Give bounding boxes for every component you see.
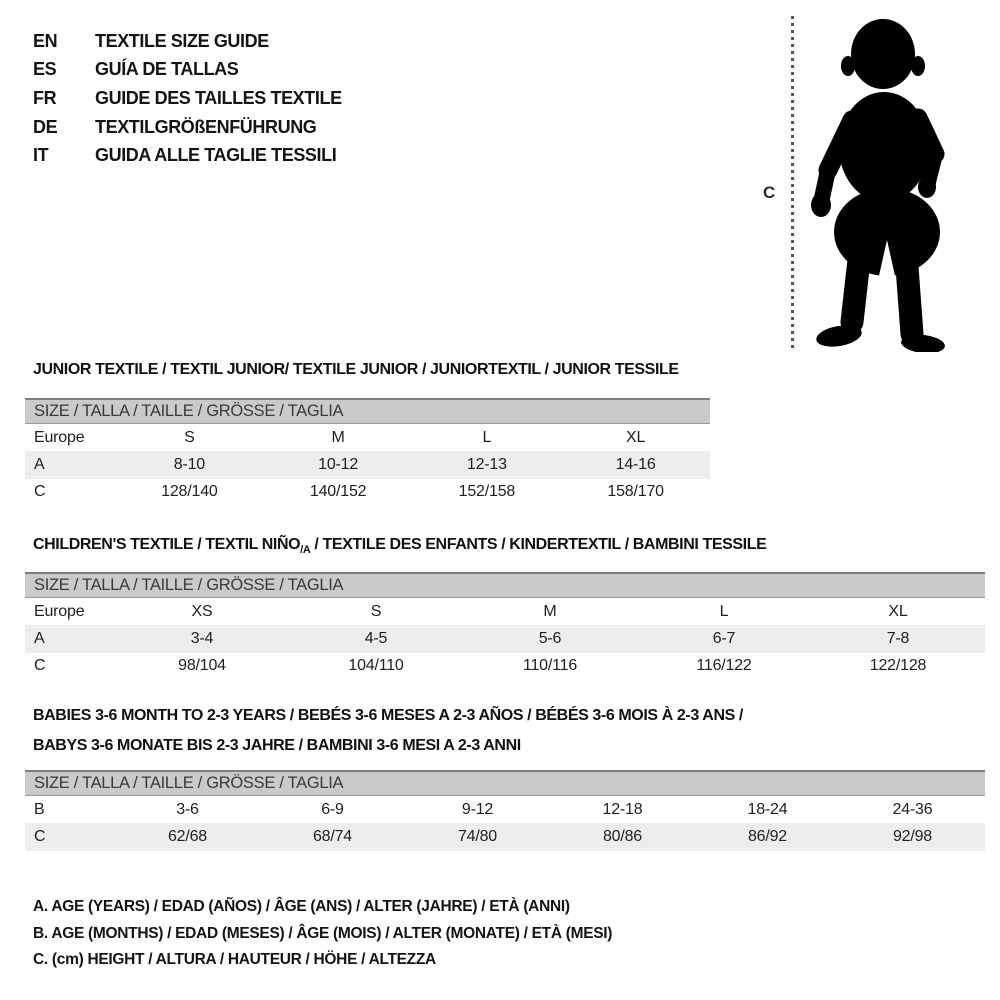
- guide-title-es: GUÍA DE TALLAS: [95, 59, 239, 80]
- language-code: ES: [33, 59, 57, 80]
- height-cell: 158/170: [607, 483, 664, 501]
- row-label: A: [34, 456, 45, 474]
- age-cell: 6-9: [321, 800, 344, 818]
- language-row-en: [33, 27, 342, 56]
- age-cell: 12-18: [602, 800, 643, 818]
- table-row-age: [25, 625, 985, 652]
- childrens-section-title: [33, 535, 766, 560]
- height-cell: 68/74: [312, 828, 353, 846]
- row-label: Europe: [34, 428, 85, 446]
- age-cell: 6-7: [712, 630, 736, 648]
- height-cell: 116/122: [696, 657, 752, 675]
- height-cell: 74/80: [457, 828, 498, 846]
- junior-section-title: JUNIOR TEXTILE / TEXTIL JUNIOR/ TEXTILE JUNIOR / JUNIORTEXTIL / JUNIOR TESSILE: [33, 361, 679, 378]
- age-cell: 9-12: [461, 800, 494, 818]
- age-cell: 14-16: [615, 456, 656, 474]
- age-cell: 10-12: [318, 456, 359, 474]
- age-cell: 24-36: [892, 800, 933, 818]
- babies-title-line1: BABIES 3-6 MONTH TO 2-3 YEARS / BEBÉS 3-6 MESES A 2-3 AÑOS / BÉBÉS 3-6 MOIS À 2-3 ANS /: [33, 707, 743, 724]
- childrens-title-suffix: / TEXTILE DES ENFANTS / KINDERTEXTIL / BAMBINI TESSILE: [310, 536, 767, 553]
- table-row-height: [25, 653, 985, 680]
- language-row-it: [33, 141, 342, 170]
- size-table-header: SIZE / TALLA / TAILLE / GRÖSSE / TAGLIA: [25, 572, 985, 598]
- row-label: Europe: [34, 602, 85, 620]
- row-label: B: [34, 800, 45, 818]
- age-cell: 12-13: [466, 456, 507, 474]
- size-table-header: SIZE / TALLA / TAILLE / GRÖSSE / TAGLIA: [25, 770, 985, 796]
- height-cell: 86/92: [747, 828, 788, 846]
- language-code: FR: [33, 87, 57, 108]
- childrens-size-table: [25, 572, 985, 680]
- size-cell: XL: [888, 602, 908, 620]
- size-cell: L: [719, 602, 729, 620]
- size-cell: L: [482, 428, 492, 446]
- babies-size-table: [25, 770, 985, 851]
- childrens-title-subscript: /A: [300, 544, 311, 556]
- height-cell: 92/98: [892, 828, 933, 846]
- legend-notes: [33, 894, 612, 974]
- age-cell: 18-24: [747, 800, 788, 818]
- note-age-years: A. AGE (YEARS) / EDAD (AÑOS) / ÂGE (ANS) / ALTER (JAHRE) / ETÀ (ANNI): [33, 898, 570, 915]
- size-cell: XS: [191, 602, 213, 620]
- row-label: C: [34, 483, 46, 501]
- table-row-europe: [25, 424, 710, 451]
- childrens-title-prefix: CHILDREN'S TEXTILE / TEXTIL NIÑO: [33, 536, 301, 553]
- row-label: C: [34, 657, 46, 675]
- height-cell: 152/158: [458, 483, 516, 501]
- height-measure-dashed-line: [791, 16, 794, 348]
- table-row-age: [25, 451, 710, 478]
- size-cell: XL: [626, 428, 646, 446]
- language-code: DE: [33, 116, 58, 137]
- age-cell: 4-5: [364, 630, 388, 648]
- language-row-fr: [33, 84, 342, 113]
- language-title-block: [33, 27, 342, 170]
- height-cell: 128/140: [161, 483, 218, 501]
- note-age-months: B. AGE (MONTHS) / EDAD (MESES) / ÂGE (MOIS) / ALTER (MONATE) / ETÀ (MESI): [33, 924, 613, 942]
- size-cell: S: [184, 428, 195, 446]
- guide-title-it: GUIDA ALLE TAGLIE TESSILI: [95, 145, 337, 166]
- size-table-header: SIZE / TALLA / TAILLE / GRÖSSE / TAGLIA: [25, 398, 710, 424]
- junior-size-table: [25, 398, 710, 506]
- babies-title-line2: BABYS 3-6 MONATE BIS 2-3 JAHRE / BAMBINI 3-6 MESI A 2-3 ANNI: [33, 737, 521, 754]
- guide-title-en: TEXTILE SIZE GUIDE: [95, 30, 269, 51]
- table-row-height: [25, 479, 710, 506]
- height-measure-label: C: [763, 183, 776, 202]
- height-cell: 104/110: [348, 657, 404, 675]
- guide-title-de: TEXTILGRÖßENFÜHRUNG: [95, 116, 317, 137]
- babies-section-title: [33, 701, 743, 761]
- age-cell: 3-6: [176, 800, 199, 818]
- baby-silhouette: [802, 2, 962, 352]
- table-row-europe: [25, 598, 985, 625]
- table-row-age-months: [25, 796, 985, 823]
- note-height-cm: C. (cm) HEIGHT / ALTURA / HAUTEUR / HÖHE / ALTEZZA: [33, 951, 436, 969]
- guide-title-fr: GUIDE DES TAILLES TEXTILE: [95, 87, 342, 108]
- row-label: C: [34, 828, 46, 846]
- size-cell: M: [331, 428, 345, 446]
- table-row-height: [25, 823, 985, 850]
- language-row-es: [33, 56, 342, 85]
- age-cell: 7-8: [886, 630, 910, 648]
- height-cell: 80/86: [602, 828, 643, 846]
- age-cell: 5-6: [538, 630, 562, 648]
- height-cell: 140/152: [309, 483, 367, 501]
- height-cell: 98/104: [178, 657, 226, 675]
- height-cell: 122/128: [869, 657, 927, 675]
- height-cell: 110/116: [522, 657, 578, 675]
- height-cell: 62/68: [167, 828, 208, 846]
- size-cell: S: [370, 602, 382, 620]
- language-code: EN: [33, 30, 58, 51]
- age-cell: 3-4: [190, 630, 214, 648]
- row-label: A: [34, 630, 45, 648]
- size-cell: M: [543, 602, 557, 620]
- language-code: IT: [33, 145, 49, 166]
- age-cell: 8-10: [173, 456, 205, 474]
- language-row-de: [33, 113, 342, 142]
